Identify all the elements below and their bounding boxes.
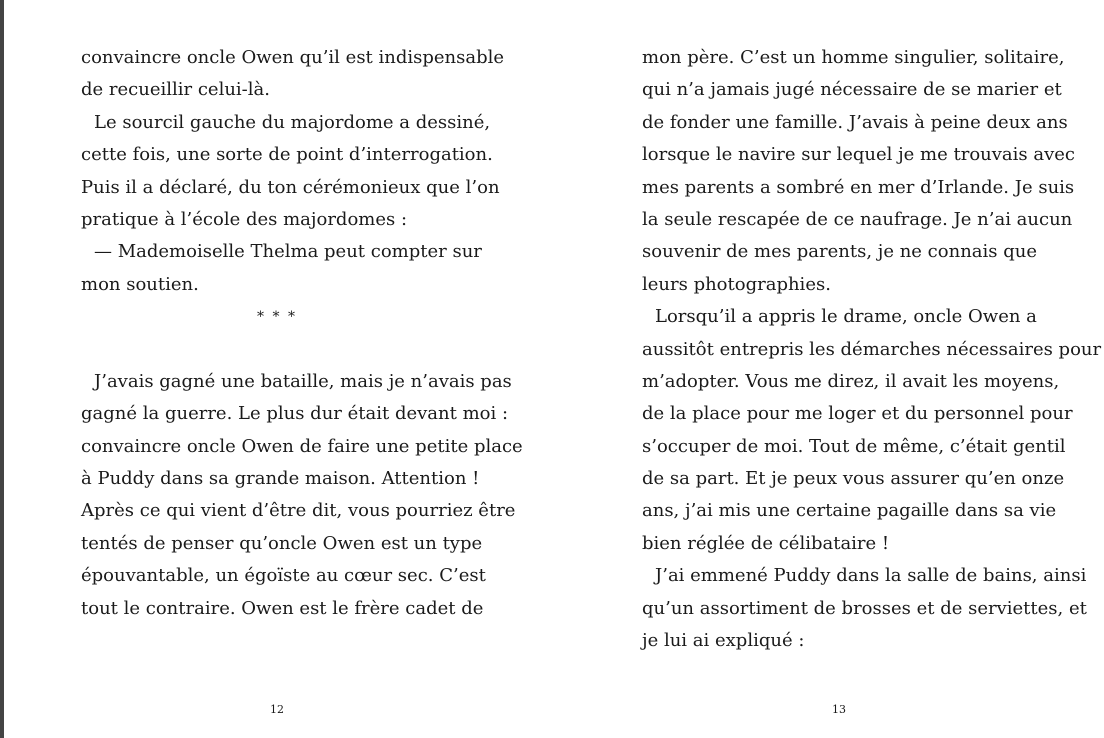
text-line: épouvantable, un égoïste au cœur sec. C’est xyxy=(81,565,486,587)
page-number-right: 13 xyxy=(832,703,846,716)
text-line: qu’un assortiment de brosses et de serviettes, et xyxy=(642,597,1087,619)
text-line: de la place pour me loger et du personnel pour xyxy=(642,403,1073,425)
text-line: je lui ai expliqué : xyxy=(642,630,805,652)
text-line: leurs photographies. xyxy=(642,273,831,295)
text-line: s’occuper de moi. Tout de même, c’était gentil xyxy=(642,435,1066,457)
text-line: cette fois, une sorte de point d’interrogation. xyxy=(81,144,493,166)
text-line: J’avais gagné une bataille, mais je n’avais pas xyxy=(94,370,512,392)
text-line: Lorsqu’il a appris le drame, oncle Owen a xyxy=(655,306,1037,328)
text-line: de recueillir celui-là. xyxy=(81,79,270,101)
text-line: mes parents a sombré en mer d’Irlande. Je suis xyxy=(642,176,1075,198)
text-line: m’adopter. Vous me direz, il avait les moyens, xyxy=(642,370,1060,392)
text-line: bien réglée de célibataire ! xyxy=(642,532,890,554)
text-line: de fonder une famille. J’avais à peine deux ans xyxy=(642,111,1068,133)
text-line: souvenir de mes parents, je ne connais que xyxy=(642,241,1037,263)
text-line: lorsque le navire sur lequel je me trouvais avec xyxy=(642,144,1076,166)
text-line: — Mademoiselle Thelma peut compter sur xyxy=(94,241,482,263)
left-page xyxy=(81,42,523,625)
text-line: aussitôt entrepris les démarches nécessaires pour xyxy=(642,338,1102,360)
text-line: à Puddy dans sa grande maison. Attention ! xyxy=(81,468,480,490)
text-line: de sa part. Et je peux vous assurer qu’en onze xyxy=(642,468,1065,490)
blank-line xyxy=(81,334,473,366)
text-line: la seule rescapée de ce naufrage. Je n’ai aucun xyxy=(642,208,1073,230)
page-number-left: 12 xyxy=(270,703,284,716)
text-line: convaincre oncle Owen de faire une petite place xyxy=(81,435,523,457)
text-line: qui n’a jamais jugé nécessaire de se marier et xyxy=(642,79,1062,101)
text-line: Après ce qui vient d’être dit, vous pourriez être xyxy=(81,500,516,522)
text-line: mon père. C’est un homme singulier, solitaire, xyxy=(642,47,1065,68)
section-separator: * * * xyxy=(257,309,297,326)
right-page xyxy=(642,42,1102,657)
text-line: J’ai emmené Puddy dans la salle de bains, ainsi xyxy=(655,565,1087,587)
text-line: Puis il a déclaré, du ton cérémonieux que l’on xyxy=(81,176,500,198)
text-line: tentés de penser qu’oncle Owen est un type xyxy=(81,532,483,554)
text-line: mon soutien. xyxy=(81,273,199,295)
text-line: pratique à l’école des majordomes : xyxy=(81,208,408,230)
text-line: convaincre oncle Owen qu’il est indispensable xyxy=(81,47,505,68)
text-line: gagné la guerre. Le plus dur était devant moi : xyxy=(81,403,509,425)
viewer-edge xyxy=(0,0,4,738)
text-line: Le sourcil gauche du majordome a dessiné, xyxy=(94,111,491,133)
text-line: ans, j’ai mis une certaine pagaille dans sa vie xyxy=(642,500,1057,522)
text-line: tout le contraire. Owen est le frère cadet de xyxy=(81,597,484,619)
